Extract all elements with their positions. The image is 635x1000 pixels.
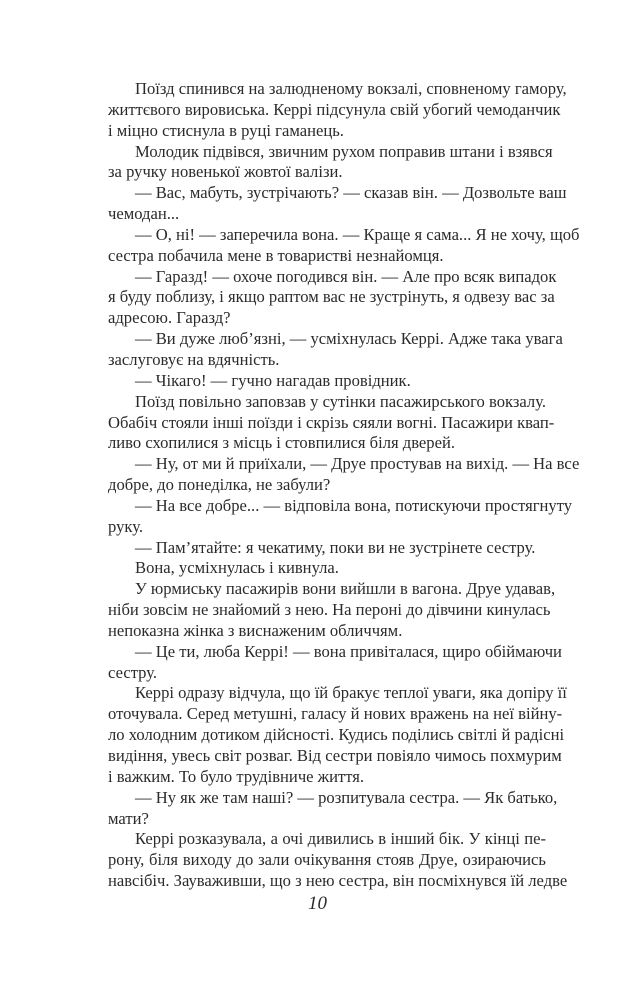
text-line: чемодан... [108,204,180,224]
text-line: — Гаразд! — охоче погодився він. — Але про всяк випадок [135,266,557,286]
text-line: — Ви дуже люб’язні, — усміхнулась Керрі. Адже така увага [135,329,563,349]
text-line: У юрмиську пасажирів вони вийшли в вагона. Друе удавав, [135,579,556,599]
text-line: ло холодним дотиком дійсності. Кудись поділись світлі й радісні [108,725,565,745]
text-line: Обабіч стояли інші поїзди і скрізь сяяли вогні. Пасажири квап- [108,412,555,432]
text-line: і важким. То було трудівниче життя. [108,766,365,786]
text-line: Керрі одразу відчула, що їй бракує теплої уваги, яка допіру її [135,683,567,703]
text-line: — О, ні! — заперечила вона. — Краще я сама... Я не хочу, щоб [135,224,580,244]
text-line: — Це ти, люба Керрі! — вона привіталася, щиро обіймаючи [135,641,562,661]
text-line: мати? [108,808,149,828]
text-line: адресою. Гаразд? [108,308,231,328]
text-line: ніби зовсім не знайомий з нею. На пероні до дівчини кинулась [108,600,551,620]
text-line: життєвого вировиська. Керрі підсунула свій убогий чемоданчик [108,99,561,119]
text-line: ливо схопилися з місць і стовпилися біля дверей. [108,433,455,453]
page-body-text [108,79,580,892]
text-line: рону, біля виходу до зали очікування стояв Друе, озираючись [108,850,546,870]
text-line: — Чікаго! — гучно нагадав провідник. [135,370,411,390]
text-line: сестру. [108,662,158,682]
text-line: — Ну як же там наші? — розпитувала сестра. — Як батько, [135,787,558,807]
text-line: сестра побачила мене в товаристві незнайомця. [108,245,444,265]
text-line: — На все добре... — відповіла вона, потискуючи простягнуту [135,495,573,515]
text-line: я буду поблизу, і якщо раптом вас не зустрінуть, я одвезу вас за [108,287,555,307]
text-line: за ручку новенької жовтої валізи. [108,162,343,182]
text-line: добре, до понеділка, не забули? [108,475,331,495]
text-line: — Пам’ятайте: я чекатиму, поки ви не зустрінете сестру. [135,537,536,557]
text-line: Молодик підвівся, звичним рухом поправив штани і взявся [135,141,553,161]
text-line: оточувала. Серед метушні, галасу й нових вражень на неї війну- [108,704,563,724]
text-line: Поїзд повільно заповзав у сутінки пасажирського вокзалу. [135,391,546,411]
text-line: руку. [108,516,143,536]
text-line: Вона, усміхнулась і кивнула. [135,558,339,578]
text-line: непоказна жінка з виснаженим обличчям. [108,620,403,640]
text-line: навсібіч. Зауваживши, що з нею сестра, він посміхнувся їй ледве [108,871,568,891]
text-line: видіння, увесь світ розваг. Від сестри повіяло чимось похмурим [108,746,562,765]
page-number: 10 [308,893,327,914]
text-line: і міцно стиснула в руці гаманець. [108,120,344,140]
text-line: — Ну, от ми й приїхали, — Друе простував на вихід. — На все [135,454,580,474]
text-line: заслуговує на вдячність. [108,349,280,369]
text-line: Поїзд спинився на залюдненому вокзалі, сповненому гамору, [135,79,567,98]
text-line: — Вас, мабуть, зустрічають? — сказав він. — Дозвольте ваш [135,183,567,203]
text-line: Керрі розказувала, а очі дивились в інший бік. У кінці пе- [135,829,546,849]
